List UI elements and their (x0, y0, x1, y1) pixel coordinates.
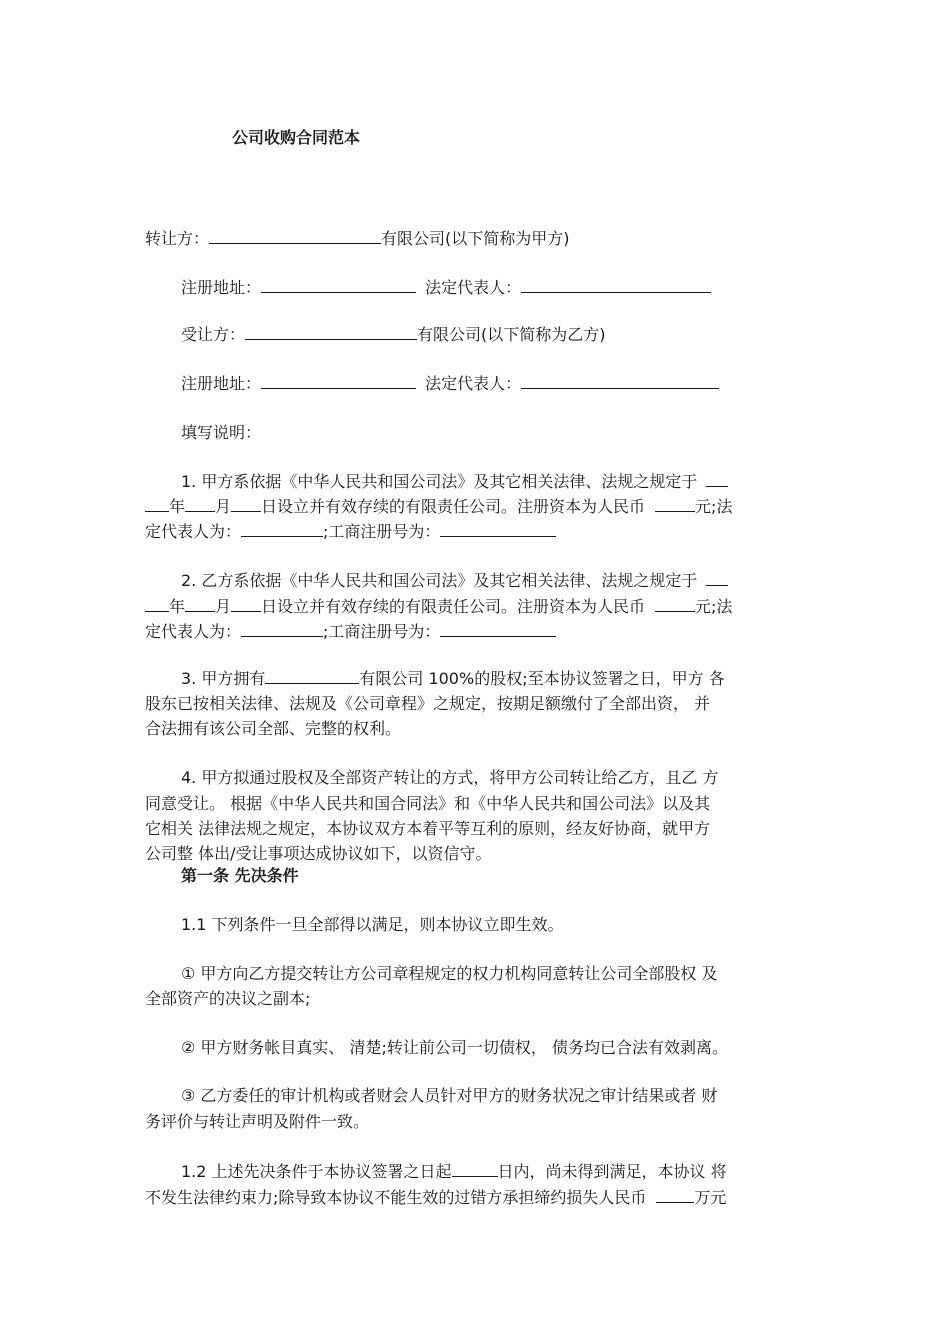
legal-rep-label: 法定代表人： (425, 374, 522, 393)
transferee-suffix: 有限公司(以下简称为乙方) (417, 325, 606, 344)
item1-line1 (181, 469, 728, 494)
yuan-label: 元;法 (695, 497, 733, 516)
clause-1-2-line1 (181, 1159, 727, 1184)
transferor-line (145, 226, 570, 251)
transferor-name-blank (209, 226, 381, 244)
item3-line3: 合法拥有该公司全部、完整的权利。 (145, 719, 402, 738)
condition3-line2: 务评价与转让声明及附件一致。 (145, 1112, 370, 1131)
year-label: 年 (169, 597, 186, 616)
reg-addr-blank (261, 371, 416, 389)
item2-line3 (145, 619, 556, 644)
year-label: 年 (169, 497, 186, 516)
article1-heading: 第一条 先决条件 (181, 866, 299, 885)
reg-no-blank (440, 519, 556, 537)
capital-blank (655, 594, 695, 612)
item4-line2: 同意受让。 根据《中华人民共和国合同法》和《中华人民共和国公司法》以及其 (145, 794, 711, 813)
item4-line4: 公司整 体出/受让事项达成协议如下，以资信守。 (145, 844, 492, 863)
legal-rep-blank (521, 275, 711, 293)
company-blank (265, 666, 359, 684)
item2-line1 (181, 568, 728, 593)
year-blank (145, 594, 169, 612)
amount-blank (656, 1185, 694, 1203)
item1-line2 (145, 494, 732, 519)
clause-1-2-line2 (145, 1185, 726, 1210)
day-blank (231, 594, 261, 612)
yuan-label: 元;法 (695, 597, 733, 616)
legal-rep-blank (241, 619, 323, 637)
item1-line3 (145, 519, 556, 544)
instructions-label: 填写说明： (181, 423, 262, 442)
capital-blank (655, 494, 695, 512)
transferee-line (181, 322, 606, 347)
reg-addr-label: 注册地址： (181, 374, 262, 393)
reg-addr-blank (261, 275, 416, 293)
transferee-reg-line (181, 371, 719, 396)
item2-text-d: ;工商注册号为： (323, 622, 441, 641)
date-blank (706, 568, 728, 586)
item3-line2: 股东已按相关法律、法规及《公司章程》之规定，按期足额缴付了全部出资， 并 (145, 694, 711, 713)
transferee-name-blank (245, 322, 417, 340)
month-label: 月 (215, 597, 232, 616)
item3-text-b: 有限公司 100%的股权;至本协议签署之日，甲方 各 (359, 669, 725, 688)
days-blank (452, 1159, 498, 1177)
item1-text-c: 定代表人为： (145, 522, 242, 541)
transferee-label: 受让方： (181, 325, 246, 344)
item2-text-a: 2. 乙方系依据《中华人民共和国公司法》及其它相关法律、法规之规定于 (181, 571, 698, 590)
legal-rep-label: 法定代表人： (425, 278, 522, 297)
item1-text-a: 1. 甲方系依据《中华人民共和国公司法》及其它相关法律、法规之规定于 (181, 472, 698, 491)
condition1-line2: 全部资产的决议之副本; (145, 989, 311, 1008)
item1-text-b: 日设立并有效存续的有限责任公司。注册资本为人民币 (261, 497, 646, 516)
month-blank (185, 494, 215, 512)
condition2: ② 甲方财务帐目真实、 清楚;转让前公司一切债权， 债务均已合法有效剥离。 (181, 1038, 728, 1057)
day-blank (231, 494, 261, 512)
clause-1-1: 1.1 下列条件一旦全部得以满足，则本协议立即生效。 (181, 915, 564, 934)
item2-text-b: 日设立并有效存续的有限责任公司。注册资本为人民币 (261, 597, 646, 616)
clause-1-2-text-b: 日内，尚未得到满足，本协议 将 (497, 1162, 727, 1181)
item3-text-a: 3. 甲方拥有 (181, 669, 266, 688)
transferor-reg-line (181, 275, 711, 300)
item4-line1: 4. 甲方拟通过股权及全部资产转让的方式，将甲方公司转让给乙方，且乙 方 (181, 768, 719, 787)
legal-rep-blank (521, 371, 719, 389)
legal-rep-blank (241, 519, 323, 537)
condition3-line1: ③ 乙方委任的审计机构或者财会人员针对甲方的财务状况之审计结果或者 财 (181, 1086, 718, 1105)
condition1-line1: ① 甲方向乙方提交转让方公司章程规定的权力机构同意转让公司全部股权 及 (181, 964, 718, 983)
transferor-label: 转让方： (145, 229, 210, 248)
document-title: 公司收购合同范本 (232, 128, 361, 147)
year-blank (145, 494, 169, 512)
wan-yuan-label: 万元 (694, 1188, 727, 1207)
item4-line3: 它相关 法律法规之规定，本协议双方本着平等互利的原则，经友好协商，就甲方 (145, 819, 711, 838)
clause-1-2-text-a: 1.2 上述先决条件于本协议签署之日起 (181, 1162, 452, 1181)
item3-line1 (181, 666, 725, 691)
date-blank (706, 469, 728, 487)
month-blank (185, 594, 215, 612)
item2-line2 (145, 594, 732, 619)
month-label: 月 (215, 497, 232, 516)
item2-text-c: 定代表人为： (145, 622, 242, 641)
reg-no-blank (440, 619, 556, 637)
item1-text-d: ;工商注册号为： (323, 522, 441, 541)
clause-1-2-text-c: 不发生法律约束力;除导致本协议不能生效的过错方承担缔约损失人民币 (145, 1188, 647, 1207)
transferor-suffix: 有限公司(以下简称为甲方) (381, 229, 570, 248)
reg-addr-label: 注册地址： (181, 278, 262, 297)
